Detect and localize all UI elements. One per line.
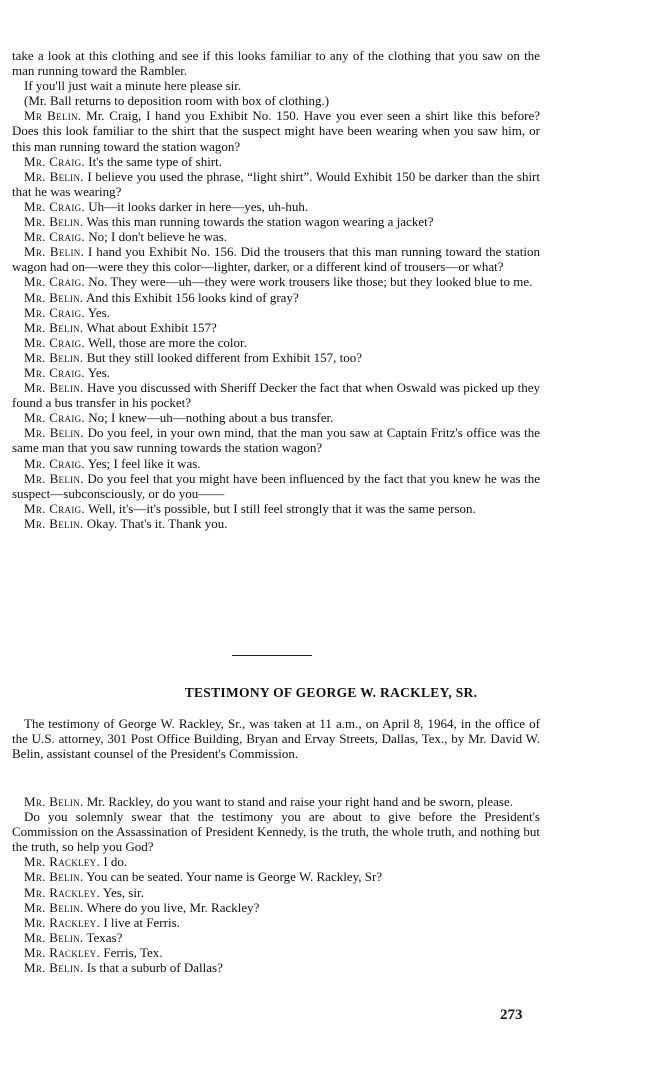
- speech-text: Well, those are more the color.: [88, 334, 247, 350]
- speech-text: Is that a suburb of Dallas?: [86, 960, 223, 976]
- speaker-name: Mr. Belin.: [24, 794, 84, 809]
- speaker-name: Mr Belin.: [24, 108, 82, 124]
- speech-text: Was this man running towards the station wagon wearing a jacket?: [86, 214, 434, 230]
- speaker-name: Mr. Belin.: [24, 214, 84, 230]
- speech-text: Yes; I feel like it was.: [87, 455, 201, 471]
- transcript-paragraph: [12, 471, 540, 501]
- transcript-paragraph: [12, 425, 540, 455]
- speaker-name: Mr. Craig.: [24, 500, 85, 516]
- speech-text: Yes.: [87, 364, 110, 380]
- transcript-paragraph: [12, 380, 540, 410]
- transcript-paragraph: [12, 885, 540, 900]
- transcript-paragraph: [12, 274, 540, 289]
- speech-text: I hand you Exhibit No. 156. Did the trousers that this man running toward the station wagon had on—were they this color—lighter, darker, or a different kind of trousers—or what?: [12, 244, 540, 275]
- speech-text: But they still looked different from Exhibit 157, too?: [86, 349, 362, 365]
- speaker-name: Mr. Belin.: [24, 899, 84, 915]
- transcript-paragraph: [12, 93, 540, 108]
- speaker-name: Mr. Craig.: [24, 198, 85, 214]
- craig-exchanges: [12, 78, 540, 531]
- speaker-name: Mr. Belin.: [24, 470, 84, 486]
- transcript-paragraph: [12, 794, 540, 809]
- rackley-exchanges: [12, 794, 540, 975]
- transcript-paragraph: [12, 305, 540, 320]
- speaker-name: Mr. Belin.: [24, 869, 84, 885]
- speech-text: Have you discussed with Sheriff Decker the fact that when Oswald was picked up they found a bus transfer in his pocket?: [12, 380, 541, 411]
- transcript-paragraph: [12, 456, 540, 471]
- speech-text: You can be seated. Your name is George W. Rackley, Sr?: [86, 869, 383, 885]
- transcript-paragraph: [12, 516, 540, 531]
- speech-text: Yes, sir.: [102, 884, 144, 900]
- intro-block: [12, 716, 540, 761]
- speaker-name: Mr. Rackley.: [24, 914, 101, 930]
- speaker-name: Mr. Belin.: [24, 168, 84, 184]
- speaker-name: Mr. Craig.: [24, 229, 85, 245]
- transcript-paragraph: [12, 214, 540, 229]
- speaker-name: Mr. Craig.: [24, 153, 85, 169]
- transcript-paragraph: [12, 335, 540, 350]
- speaker-name: Mr. Belin.: [24, 425, 84, 441]
- transcript-paragraph: [12, 869, 540, 884]
- transcript-paragraph: [12, 854, 540, 869]
- transcript-paragraph: [12, 169, 540, 199]
- transcript-paragraph: [12, 199, 540, 214]
- speaker-name: Mr. Rackley.: [24, 854, 101, 870]
- transcript-paragraph: [12, 229, 540, 244]
- speech-text: Mr. Craig, I hand you Exhibit No. 150. Have you ever seen a shirt like this before? Does this look familiar to the shirt that the suspect might have been wearing when you saw him, or this man running toward the station wagon?: [12, 108, 541, 154]
- transcript-paragraph: [12, 290, 540, 305]
- speaker-name: Mr. Craig.: [24, 274, 85, 290]
- transcript-paragraph: [12, 960, 540, 975]
- speech-text: Uh—it looks darker in here—yes, uh-huh.: [88, 198, 309, 214]
- speech-text: No; I don't believe he was.: [88, 229, 228, 245]
- speech-text: And this Exhibit 156 looks kind of gray?: [86, 289, 299, 305]
- transcript-craig: [12, 48, 540, 531]
- speech-text: Do you solemnly swear that the testimony you are about to give before the President's Commission on the Assassination of President Kennedy, is the truth, the whole truth, and nothing but the truth, so help you God?: [12, 809, 540, 855]
- speaker-name: Mr. Craig.: [24, 410, 85, 426]
- transcript-paragraph: [12, 108, 540, 153]
- transcript-rackley: [12, 794, 540, 975]
- speech-text: Do you feel that you might have been influenced by the fact that you knew he was the suspect—subconsciously, or do you——: [12, 470, 541, 501]
- speaker-name: Mr. Belin.: [24, 929, 84, 945]
- speech-text: Mr. Rackley, do you want to stand and raise your right hand and be sworn, please.: [86, 794, 513, 809]
- speaker-name: Mr. Craig.: [24, 334, 85, 350]
- speaker-name: Mr. Belin.: [24, 349, 84, 365]
- transcript-paragraph: [12, 410, 540, 425]
- transcript-paragraph: [12, 244, 540, 274]
- speaker-name: Mr. Craig.: [24, 455, 85, 471]
- speech-text: What about Exhibit 157?: [86, 319, 217, 335]
- speech-text: Yes.: [87, 304, 110, 320]
- speaker-name: Mr. Belin.: [24, 289, 84, 305]
- speaker-name: Mr. Belin.: [24, 380, 84, 396]
- transcript-paragraph: [12, 501, 540, 516]
- transcript-paragraph: [12, 154, 540, 169]
- speaker-name: Mr. Rackley.: [24, 944, 101, 960]
- speech-text: Ferris, Tex.: [103, 944, 163, 960]
- speech-text: (Mr. Ball returns to deposition room with box of clothing.): [24, 93, 330, 109]
- speech-text: No; I knew—uh—nothing about a bus transfer.: [88, 410, 334, 426]
- transcript-paragraph: [12, 945, 540, 960]
- speaker-name: Mr. Belin.: [24, 244, 85, 260]
- speech-text: I do.: [103, 854, 128, 870]
- transcript-paragraph: [12, 915, 540, 930]
- transcript-paragraph: [12, 930, 540, 945]
- speaker-name: Mr. Belin.: [24, 515, 84, 531]
- speech-text: Where do you live, Mr. Rackley?: [86, 899, 260, 915]
- speech-text: I believe you used the phrase, “light shirt”. Would Exhibit 150 be darker than the shirt that he was wearing?: [12, 168, 541, 199]
- speech-text: Texas?: [86, 929, 123, 945]
- section-divider: [232, 655, 312, 656]
- speaker-name: Mr. Craig.: [24, 364, 85, 380]
- transcript-paragraph: [12, 365, 540, 380]
- transcript-paragraph: [12, 809, 540, 854]
- speech-text: Okay. That's it. Thank you.: [86, 515, 228, 531]
- speech-text: No. They were—uh—they were work trousers like those; but they looked blue to me.: [88, 274, 533, 290]
- speaker-name: Mr. Rackley.: [24, 884, 101, 900]
- section-heading: TESTIMONY OF GEORGE W. RACKLEY, SR.: [184, 685, 478, 700]
- continued-paragraph: take a look at this clothing and see if this looks familiar to any of the clothing that you saw on the man running toward the Rambler.: [12, 48, 540, 79]
- intro-paragraph: The testimony of George W. Rackley, Sr., was taken at 11 a.m., on April 8, 1964, in the office of the U.S. attorney, 301 Post Office Building, Bryan and Ervay Streets, Dallas, Tex., by Mr. David W. Belin, assistant counsel of the President's Commission.: [12, 716, 540, 762]
- speaker-name: Mr. Craig.: [24, 304, 85, 320]
- page-number: 273: [500, 1007, 523, 1023]
- speech-text: Do you feel, in your own mind, that the man you saw at Captain Fritz's office was the same man that you saw running towards the station wagon?: [12, 425, 540, 456]
- transcript-paragraph: [12, 78, 540, 93]
- speech-text: I live at Ferris.: [103, 914, 180, 930]
- speaker-name: Mr. Belin.: [24, 960, 84, 976]
- transcript-paragraph: [12, 350, 540, 365]
- speech-text: Well, it's—it's possible, but I still feel strongly that it was the same person.: [88, 500, 476, 516]
- speech-text: It's the same type of shirt.: [88, 153, 222, 169]
- transcript-paragraph: [12, 900, 540, 915]
- speech-text: If you'll just wait a minute here please sir.: [24, 78, 242, 94]
- speaker-name: Mr. Belin.: [24, 319, 84, 335]
- transcript-paragraph: [12, 320, 540, 335]
